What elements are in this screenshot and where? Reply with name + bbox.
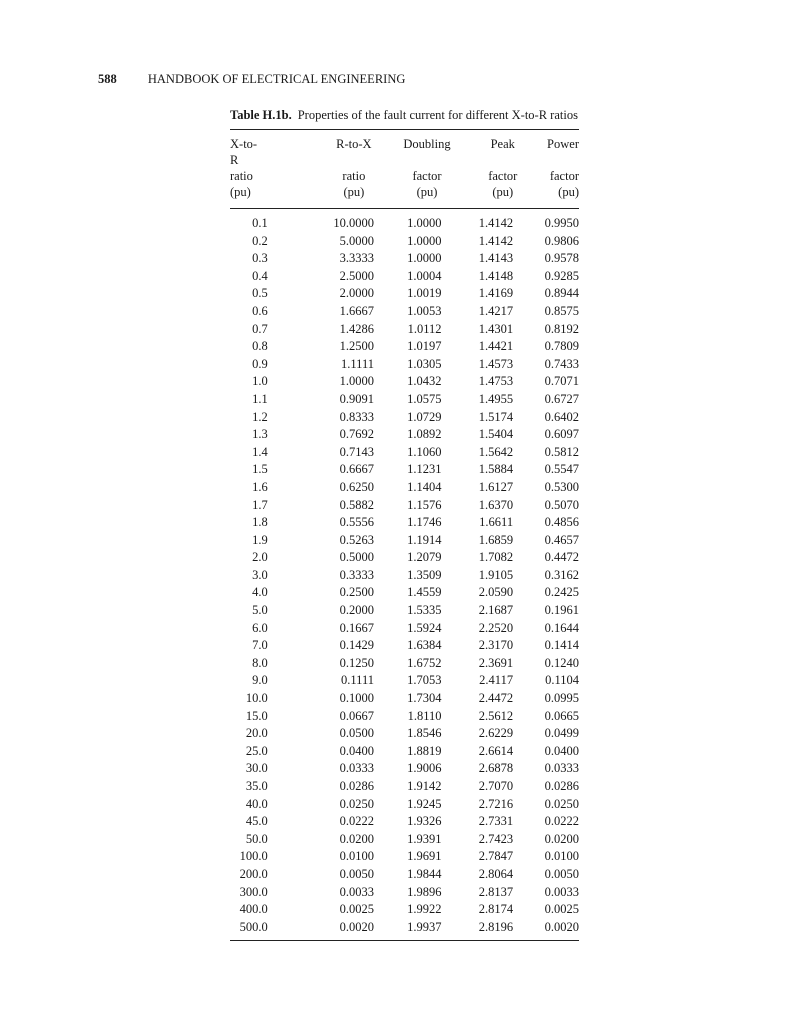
header-peak-line1: Peak — [490, 137, 515, 151]
doubling-factor-cell: 1.0004 — [407, 268, 442, 283]
power-factor-cell: 0.9285 — [544, 268, 579, 283]
x-to-r-cell: 0.3 — [252, 251, 268, 266]
power-factor-cell: 0.0665 — [544, 708, 579, 723]
r-to-x-cell: 0.5556 — [339, 515, 374, 530]
peak-factor-cell: 1.4301 — [478, 321, 514, 336]
doubling-factor-cell: 1.6384 — [407, 638, 442, 653]
doubling-factor-cell: 1.4559 — [407, 585, 442, 600]
power-factor-cell: 0.6097 — [544, 427, 579, 442]
header-doubling-line3: (pu) — [416, 185, 438, 199]
table-row — [230, 901, 579, 919]
peak-factor-cell: 1.4143 — [478, 251, 514, 266]
x-to-r-cell: 30.0 — [245, 761, 268, 776]
power-factor-cell: 0.0020 — [544, 919, 579, 934]
doubling-factor-cell: 1.9937 — [407, 919, 442, 934]
peak-factor-cell: 1.5642 — [478, 444, 514, 459]
doubling-factor-cell: 1.1746 — [407, 515, 442, 530]
r-to-x-cell: 0.1000 — [339, 691, 374, 706]
x-to-r-cell: 2.0 — [252, 550, 268, 565]
peak-factor-cell: 2.0590 — [478, 585, 514, 600]
doubling-factor-cell: 1.0112 — [407, 321, 442, 336]
r-to-x-cell: 2.0000 — [339, 286, 374, 301]
header-row — [230, 130, 579, 168]
r-to-x-cell: 0.0222 — [339, 814, 374, 829]
x-to-r-cell: 0.1 — [252, 216, 268, 230]
table-row — [230, 778, 579, 796]
doubling-factor-cell: 1.9922 — [407, 902, 442, 917]
peak-factor-cell: 2.4117 — [479, 673, 514, 688]
doubling-factor-cell: 1.9844 — [407, 866, 442, 881]
table-row — [230, 584, 579, 602]
table-row — [230, 813, 579, 831]
r-to-x-cell: 2.5000 — [339, 268, 374, 283]
power-factor-cell: 0.1104 — [545, 673, 579, 688]
peak-factor-cell: 2.3170 — [478, 638, 514, 653]
peak-factor-cell: 2.7423 — [478, 831, 514, 846]
doubling-factor-cell: 1.3509 — [407, 567, 442, 582]
header-r-to-x-line3: (pu) — [343, 185, 365, 199]
r-to-x-cell: 0.1429 — [339, 638, 374, 653]
table-row — [230, 602, 579, 620]
x-to-r-cell: 0.2 — [252, 233, 268, 248]
power-factor-cell: 0.4856 — [544, 515, 579, 530]
table-row — [230, 655, 579, 673]
peak-factor-cell: 2.8174 — [478, 902, 514, 917]
x-to-r-cell: 1.3 — [252, 427, 268, 442]
doubling-factor-cell: 1.9391 — [407, 831, 442, 846]
r-to-x-cell: 0.0033 — [339, 884, 374, 899]
r-to-x-cell: 1.2500 — [339, 339, 374, 354]
book-title: HANDBOOK OF ELECTRICAL ENGINEERING — [147, 72, 406, 86]
table-row — [230, 444, 579, 462]
power-factor-cell: 0.7809 — [544, 339, 579, 354]
r-to-x-cell: 0.0250 — [339, 796, 374, 811]
table-bottom-rule — [230, 940, 579, 941]
peak-factor-cell: 2.6878 — [478, 761, 514, 776]
doubling-factor-cell: 1.5924 — [407, 620, 442, 635]
power-factor-cell: 0.4657 — [544, 532, 579, 547]
r-to-x-cell: 0.5000 — [339, 550, 374, 565]
header-doubling-line1: Doubling — [403, 137, 451, 151]
table-row — [230, 831, 579, 849]
power-factor-cell: 0.0250 — [544, 796, 579, 811]
r-to-x-cell: 0.8333 — [339, 409, 374, 424]
x-to-r-cell: 1.8 — [252, 515, 268, 530]
x-to-r-cell: 45.0 — [245, 814, 268, 829]
table-row — [230, 497, 579, 515]
power-factor-cell: 0.0995 — [544, 691, 579, 706]
peak-factor-cell: 1.7082 — [478, 550, 514, 565]
table-row — [230, 672, 579, 690]
x-to-r-cell: 200.0 — [239, 866, 268, 881]
doubling-factor-cell: 1.0000 — [407, 233, 442, 248]
x-to-r-cell: 0.8 — [252, 339, 268, 354]
power-factor-cell: 0.0100 — [544, 849, 579, 864]
power-factor-cell: 0.5547 — [544, 462, 579, 477]
peak-factor-cell: 2.6229 — [478, 726, 514, 741]
table-row — [230, 268, 579, 286]
header-r-to-x-line1: R-to-X — [336, 137, 372, 151]
r-to-x-cell: 0.0025 — [339, 902, 374, 917]
table-label: Table H.1b. — [230, 108, 292, 122]
x-to-r-cell: 100.0 — [239, 849, 268, 864]
peak-factor-cell: 1.5404 — [478, 427, 514, 442]
table-row — [230, 690, 579, 708]
doubling-factor-cell: 1.8546 — [407, 726, 442, 741]
x-to-r-cell: 20.0 — [245, 726, 268, 741]
x-to-r-cell: 500.0 — [239, 919, 268, 934]
peak-factor-cell: 2.4472 — [478, 691, 514, 706]
table-row — [230, 725, 579, 743]
peak-factor-cell: 2.3691 — [478, 655, 514, 670]
x-to-r-cell: 7.0 — [252, 638, 268, 653]
header-row — [230, 184, 579, 200]
table-row — [230, 708, 579, 726]
x-to-r-cell: 0.7 — [252, 321, 268, 336]
r-to-x-cell: 3.3333 — [339, 251, 374, 266]
doubling-factor-cell: 1.9142 — [407, 779, 442, 793]
peak-factor-cell: 1.4955 — [478, 391, 514, 406]
table-row — [230, 637, 579, 655]
power-factor-cell: 0.0286 — [544, 779, 579, 793]
doubling-factor-cell: 1.9006 — [407, 761, 442, 776]
power-factor-cell: 0.5300 — [544, 479, 579, 494]
power-factor-cell: 0.0050 — [544, 866, 579, 881]
peak-factor-cell: 2.2520 — [478, 620, 514, 635]
power-factor-cell: 0.8192 — [544, 321, 579, 336]
doubling-factor-cell: 1.6752 — [407, 655, 442, 670]
x-to-r-cell: 1.1 — [252, 391, 268, 406]
x-to-r-cell: 1.2 — [252, 409, 268, 424]
table-row — [230, 461, 579, 479]
peak-factor-cell: 2.7847 — [478, 849, 514, 864]
power-factor-cell: 0.0222 — [544, 814, 579, 829]
header-row — [230, 168, 579, 184]
doubling-factor-cell: 1.0575 — [407, 391, 442, 406]
header-r-to-x-line2: ratio — [342, 169, 366, 183]
x-to-r-cell: 1.6 — [252, 479, 268, 494]
r-to-x-cell: 5.0000 — [339, 233, 374, 248]
table-row — [230, 479, 579, 497]
r-to-x-cell: 1.4286 — [339, 321, 374, 336]
peak-factor-cell: 2.7216 — [478, 796, 514, 811]
table-row — [230, 848, 579, 866]
x-to-r-cell: 8.0 — [252, 655, 268, 670]
r-to-x-cell: 0.1111 — [341, 673, 374, 688]
r-to-x-cell: 0.3333 — [339, 567, 374, 582]
power-factor-cell: 0.9806 — [544, 233, 579, 248]
doubling-factor-cell: 1.7053 — [407, 673, 442, 688]
header-power-line1: Power — [547, 137, 579, 151]
r-to-x-cell: 1.6667 — [339, 303, 374, 318]
peak-factor-cell: 1.5884 — [478, 462, 514, 477]
table-row — [230, 866, 579, 884]
x-to-r-cell: 9.0 — [252, 673, 268, 688]
peak-factor-cell: 2.1687 — [478, 603, 514, 618]
table-row — [230, 760, 579, 778]
doubling-factor-cell: 1.9245 — [407, 796, 442, 811]
x-to-r-cell: 25.0 — [245, 743, 268, 758]
peak-factor-cell: 2.6614 — [478, 743, 514, 758]
x-to-r-cell: 1.0 — [252, 374, 268, 389]
table-caption-text: Properties of the fault current for different X-to-R ratios — [297, 108, 578, 122]
r-to-x-cell: 0.0050 — [339, 866, 374, 881]
doubling-factor-cell: 1.9691 — [407, 849, 442, 864]
table-row — [230, 532, 579, 550]
power-factor-cell: 0.2425 — [544, 585, 579, 600]
doubling-factor-cell: 1.1576 — [407, 497, 442, 512]
doubling-factor-cell: 1.2079 — [407, 550, 442, 565]
peak-factor-cell: 2.5612 — [478, 708, 514, 723]
peak-factor-cell: 1.4753 — [478, 374, 514, 389]
peak-factor-cell: 1.4142 — [478, 233, 514, 248]
x-to-r-cell: 10.0 — [245, 691, 268, 706]
fault-current-table-body — [230, 209, 579, 936]
x-to-r-cell: 400.0 — [239, 902, 268, 917]
x-to-r-cell: 15.0 — [245, 708, 268, 723]
peak-factor-cell: 1.6127 — [478, 479, 514, 494]
peak-factor-cell: 1.9105 — [478, 567, 514, 582]
power-factor-cell: 0.5070 — [544, 497, 579, 512]
header-doubling-line2: factor — [412, 169, 442, 183]
power-factor-cell: 0.9950 — [544, 216, 579, 230]
table-row — [230, 303, 579, 321]
table-row — [230, 567, 579, 585]
power-factor-cell: 0.0499 — [544, 726, 579, 741]
peak-factor-cell: 1.4217 — [478, 303, 514, 318]
x-to-r-cell: 0.6 — [252, 303, 268, 318]
x-to-r-cell: 1.5 — [252, 462, 268, 477]
doubling-factor-cell: 1.0432 — [407, 374, 442, 389]
x-to-r-cell: 1.9 — [252, 532, 268, 547]
table-row — [230, 426, 579, 444]
power-factor-cell: 0.0033 — [544, 884, 579, 899]
table-row — [230, 743, 579, 761]
doubling-factor-cell: 1.9896 — [407, 884, 442, 899]
r-to-x-cell: 0.2500 — [339, 585, 374, 600]
x-to-r-cell: 0.4 — [252, 268, 268, 283]
doubling-factor-cell: 1.1914 — [407, 532, 442, 547]
r-to-x-cell: 0.9091 — [339, 391, 374, 406]
peak-factor-cell: 1.4142 — [478, 216, 514, 230]
x-to-r-cell: 0.5 — [252, 286, 268, 301]
doubling-factor-cell: 1.0729 — [407, 409, 442, 424]
r-to-x-cell: 0.0333 — [339, 761, 374, 776]
doubling-factor-cell: 1.1060 — [407, 444, 442, 459]
table-container — [230, 107, 579, 941]
table-row — [230, 321, 579, 339]
header-peak-line3: (pu) — [492, 185, 514, 199]
x-to-r-cell: 1.4 — [252, 444, 268, 459]
r-to-x-cell: 10.0000 — [333, 216, 374, 230]
peak-factor-cell: 1.4169 — [478, 286, 514, 301]
power-factor-cell: 0.9578 — [544, 251, 579, 266]
power-factor-cell: 0.0025 — [544, 902, 579, 917]
r-to-x-cell: 0.0500 — [339, 726, 374, 741]
power-factor-cell: 0.8575 — [544, 303, 579, 318]
table-row — [230, 919, 579, 937]
r-to-x-cell: 0.0100 — [339, 849, 374, 864]
x-to-r-cell: 4.0 — [252, 585, 268, 600]
peak-factor-cell: 2.7331 — [478, 814, 514, 829]
header-x-to-r-line1: X-to-R — [230, 137, 258, 167]
x-to-r-cell: 35.0 — [245, 779, 268, 793]
r-to-x-cell: 0.0200 — [339, 831, 374, 846]
r-to-x-cell: 0.0020 — [339, 919, 374, 934]
r-to-x-cell: 0.2000 — [339, 603, 374, 618]
table-row — [230, 620, 579, 638]
peak-factor-cell: 1.6611 — [479, 515, 514, 530]
power-factor-cell: 0.6402 — [544, 409, 579, 424]
peak-factor-cell: 2.7070 — [478, 779, 514, 793]
running-head — [98, 72, 405, 87]
r-to-x-cell: 0.6667 — [339, 462, 374, 477]
x-to-r-cell: 5.0 — [252, 603, 268, 618]
peak-factor-cell: 2.8137 — [478, 884, 514, 899]
doubling-factor-cell: 1.8110 — [407, 708, 442, 723]
table-row — [230, 796, 579, 814]
power-factor-cell: 0.0400 — [544, 743, 579, 758]
table-row — [230, 233, 579, 251]
doubling-factor-cell: 1.0053 — [407, 303, 442, 318]
power-factor-cell: 0.1644 — [544, 620, 579, 635]
x-to-r-cell: 50.0 — [245, 831, 268, 846]
doubling-factor-cell: 1.0000 — [407, 251, 442, 266]
table-row — [230, 356, 579, 374]
peak-factor-cell: 2.8196 — [478, 919, 514, 934]
doubling-factor-cell: 1.8819 — [407, 743, 442, 758]
fault-current-table — [230, 130, 579, 200]
table-row — [230, 373, 579, 391]
r-to-x-cell: 0.0667 — [339, 708, 374, 723]
table-caption — [230, 107, 579, 123]
table-row — [230, 514, 579, 532]
power-factor-cell: 0.1240 — [544, 655, 579, 670]
table-row — [230, 391, 579, 409]
r-to-x-cell: 0.0400 — [339, 743, 374, 758]
peak-factor-cell: 1.4573 — [478, 356, 514, 371]
table-row — [230, 549, 579, 567]
x-to-r-cell: 6.0 — [252, 620, 268, 635]
x-to-r-cell: 1.7 — [252, 497, 268, 512]
header-x-to-r-line2: ratio — [230, 169, 253, 183]
r-to-x-cell: 1.0000 — [339, 374, 374, 389]
doubling-factor-cell: 1.9326 — [407, 814, 442, 829]
doubling-factor-cell: 1.0305 — [407, 356, 442, 371]
power-factor-cell: 0.8944 — [544, 286, 579, 301]
table-row — [230, 250, 579, 268]
doubling-factor-cell: 1.0892 — [407, 427, 442, 442]
power-factor-cell: 0.6727 — [544, 391, 579, 406]
table-row — [230, 338, 579, 356]
doubling-factor-cell: 1.7304 — [407, 691, 442, 706]
header-x-to-r-line3: (pu) — [230, 185, 251, 199]
doubling-factor-cell: 1.0197 — [407, 339, 442, 354]
table-row — [230, 884, 579, 902]
x-to-r-cell: 300.0 — [239, 884, 268, 899]
r-to-x-cell: 0.7143 — [339, 444, 374, 459]
power-factor-cell: 0.1961 — [544, 603, 579, 618]
page-number: 588 — [98, 72, 117, 86]
table-row — [230, 215, 579, 233]
x-to-r-cell: 3.0 — [252, 567, 268, 582]
r-to-x-cell: 0.6250 — [339, 479, 374, 494]
peak-factor-cell: 1.4421 — [478, 339, 514, 354]
r-to-x-cell: 0.0286 — [339, 779, 374, 793]
power-factor-cell: 0.7433 — [544, 356, 579, 371]
power-factor-cell: 0.3162 — [544, 567, 579, 582]
table-row — [230, 409, 579, 427]
doubling-factor-cell: 1.0019 — [407, 286, 442, 301]
power-factor-cell: 0.7071 — [544, 374, 579, 389]
power-factor-cell: 0.0200 — [544, 831, 579, 846]
peak-factor-cell: 2.8064 — [478, 866, 514, 881]
peak-factor-cell: 1.5174 — [478, 409, 514, 424]
x-to-r-cell: 0.9 — [252, 356, 268, 371]
table-header — [230, 130, 579, 200]
doubling-factor-cell: 1.0000 — [407, 216, 442, 230]
doubling-factor-cell: 1.1231 — [407, 462, 442, 477]
power-factor-cell: 0.4472 — [544, 550, 579, 565]
table-body — [230, 209, 579, 936]
header-power-line3: (pu) — [558, 185, 579, 199]
power-factor-cell: 0.0333 — [544, 761, 579, 776]
header-power-line2: factor — [549, 169, 579, 183]
r-to-x-cell: 0.1667 — [339, 620, 374, 635]
power-factor-cell: 0.1414 — [544, 638, 579, 653]
header-peak-line2: factor — [488, 169, 518, 183]
peak-factor-cell: 1.6859 — [478, 532, 514, 547]
x-to-r-cell: 40.0 — [245, 796, 268, 811]
r-to-x-cell: 0.5882 — [339, 497, 374, 512]
r-to-x-cell: 0.1250 — [339, 655, 374, 670]
doubling-factor-cell: 1.5335 — [407, 603, 442, 618]
r-to-x-cell: 0.5263 — [339, 532, 374, 547]
r-to-x-cell: 0.7692 — [339, 427, 374, 442]
doubling-factor-cell: 1.1404 — [407, 479, 442, 494]
table-row — [230, 285, 579, 303]
power-factor-cell: 0.5812 — [544, 444, 579, 459]
peak-factor-cell: 1.4148 — [478, 268, 514, 283]
r-to-x-cell: 1.1111 — [341, 356, 374, 371]
peak-factor-cell: 1.6370 — [478, 497, 514, 512]
